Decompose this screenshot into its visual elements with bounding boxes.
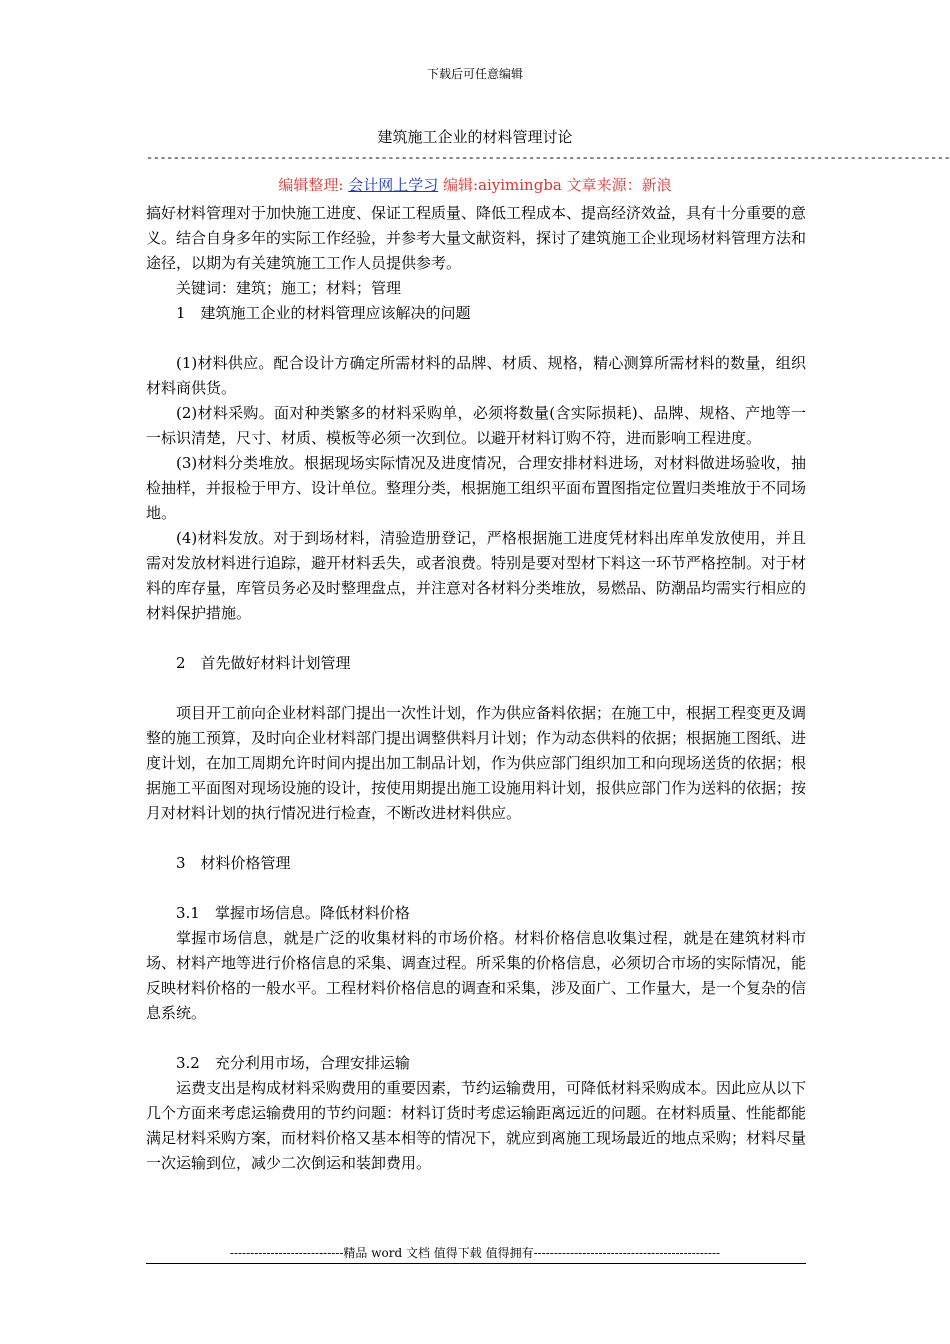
section-3-heading: 3 材料价格管理: [176, 854, 291, 872]
header-note: 下载后可任意编辑: [426, 67, 523, 81]
credit-line: [0, 175, 950, 195]
subsection-3-1-heading: 3.1 掌握市场信息。降低材料价格: [176, 904, 410, 922]
paragraph-gap: [146, 876, 806, 901]
paragraph-gap: [146, 626, 806, 651]
section-2-paragraph: 项目开工前向企业材料部门提出一次性计划，作为供应备料依据；在施工中，根据工程变更及调整的施工预算，及时向企业材料部门提出调整供料月计划；作为动态供料的依据；根据施工图纸、进度计划，在加工周期允许时间内提出加工制品计划，作为供应部门组织加工和向现场送货的依据；根据施工平面图对现场设施的设计，按使用期提出施工设施用料计划，报供应部门作为送料的依据；按月对材料计划的执行情况进行检查，不断改进材料供应。: [146, 704, 807, 822]
subsection-3-2-paragraph: 运费支出是构成材料采购费用的重要因素，节约运输费用，可降低材料采购成本。因此应从以下几个方面来考虑运输费用的节约问题：材料订货时考虑运输距离远近的问题。在材料质量、性能都能满足材料采购方案，而材料价格又基本相等的情况下，就应到离施工现场最近的地点采购；材料尽量一次运输到位，减少二次倒运和装卸费用。: [146, 1079, 807, 1172]
keywords: 关键词：建筑；施工；材料；管理: [176, 279, 402, 297]
section-1-heading: 1 建筑施工企业的材料管理应该解决的问题: [176, 304, 471, 322]
document-body: [146, 201, 806, 1176]
intro-paragraph: 搞好材料管理对于加快施工进度、保证工程质量、降低工程成本、提高经济效益，具有十分重要的意义。结合自身多年的实际工作经验，并参考大量文献资料，探讨了建筑施工企业现场材料管理方法和途径，以期为有关建筑施工工作人员提供参考。: [146, 204, 807, 272]
credit-prefix: 编辑整理:: [278, 176, 349, 194]
section-1-paragraph: (3)材料分类堆放。根据现场实际情况及进度情况，合理安排材料进场，对材料做进场验收，抽检抽样，并报检于甲方、设计单位。整理分类，根据施工组织平面布置图指定位置归类堆放于不同场地。: [146, 454, 807, 522]
subsection-3-2-heading: 3.2 充分利用市场，合理安排运输: [176, 1054, 410, 1072]
section-2-heading: 2 首先做好材料计划管理: [176, 654, 351, 672]
paragraph-gap: [146, 1026, 806, 1051]
section-1-paragraph: (2)材料采购。面对种类繁多的材料采购单，必须将数量(含实际损耗)、品牌、规格、产地等一一标识清楚，尺寸、材质、模板等必须一次到位。以避开材料订购不符，进而影响工程进度。: [146, 404, 806, 447]
credit-suffix: 编辑:aiyimingba 文章来源：新浪: [438, 176, 672, 194]
paragraph-gap: [146, 676, 806, 701]
section-1-paragraph: (4)材料发放。对于到场材料，清验造册登记，严格根据施工进度凭材料出库单发放使用，并且需对发放材料进行追踪，避开材料丢失，或者浪费。特别是要对型材下料这一环节严格控制。对于材料的库存量，库管员务必及时整理盘点，并注意对各材料分类堆放，易燃品、防潮品均需实行相应的材料保护措施。: [146, 529, 807, 622]
footer-text: ----------------------------精品 word 文档 值得下载 值得拥有----------------------------------------------: [229, 1246, 721, 1260]
subsection-3-1-paragraph: 掌握市场信息，就是广泛的收集材料的市场价格。材料价格信息收集过程，就是在建筑材料市场、材料产地等进行价格信息的采集、调查过程。所采集的价格信息，必须切合市场的实际情况，能反映材料价格的一般水平。工程材料价格信息的调查和采集，涉及面广、工作量大，是一个复杂的信息系统。: [146, 929, 807, 1022]
credit-source-link[interactable]: 会计网上学习: [348, 176, 439, 194]
footer-rule: [146, 1263, 806, 1264]
paragraph-gap: [146, 326, 806, 351]
section-1-paragraph: (1)材料供应。配合设计方确定所需材料的品牌、材质、规格，精心测算所需材料的数量，组织材料商供货。: [146, 354, 806, 397]
document-title: 建筑施工企业的材料管理讨论: [377, 128, 573, 146]
title-separator: ------------------------------------------------------------------------------------------------------------------------: [146, 151, 950, 165]
paragraph-gap: [146, 826, 806, 851]
